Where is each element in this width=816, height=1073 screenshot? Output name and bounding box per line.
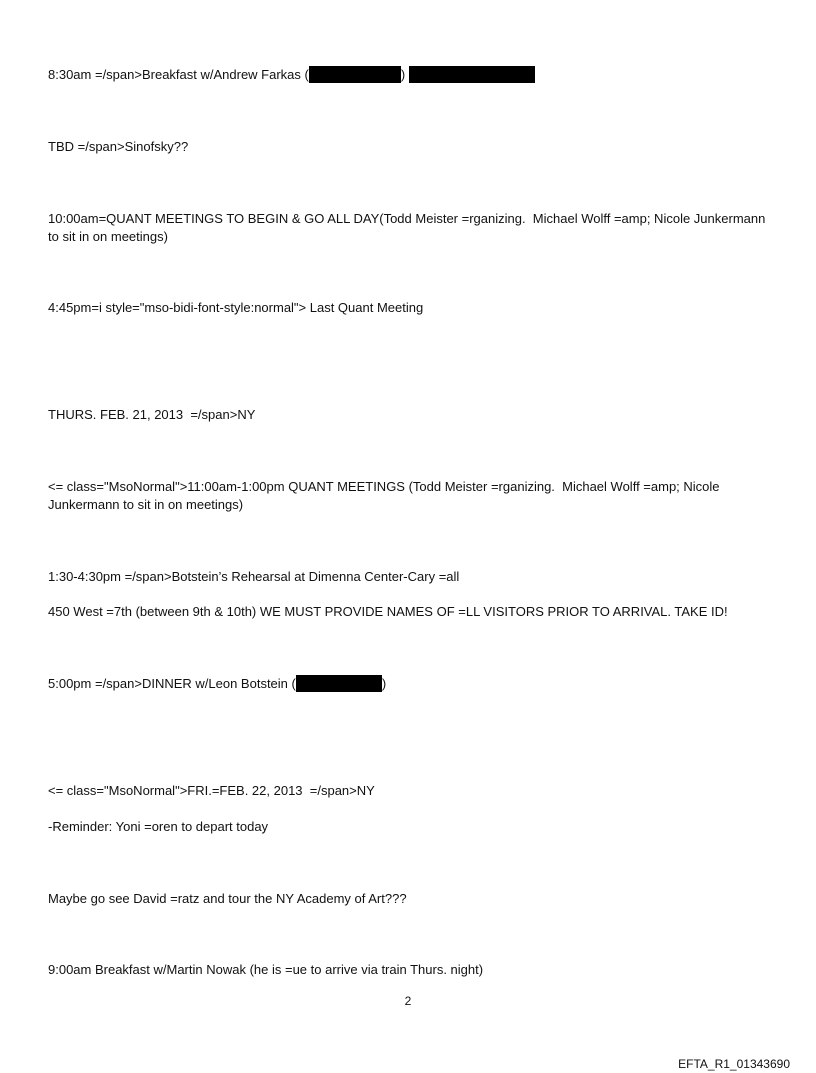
entry-text: ) [400,67,406,82]
entry-dinner-botstein [48,675,778,693]
redaction-box [409,66,535,83]
page-number: 2 [404,994,412,1008]
document-id: EFTA_R1_01343690 [678,1057,790,1071]
entry-text: ) [381,676,387,691]
date-heading-fri: <= class="MsoNormal">FRI.=FEB. 22, 2013 =/span>NY [48,783,375,798]
entry-quant-meetings-thurs: <= class="MsoNormal">11:00am-1:00pm QUANT MEETINGS (Todd Meister =rganizing. Michael Wolff =amp; Nicole Junkermann to sit in on meetings) [48,479,724,512]
entry-academy-art: Maybe go see David =ratz and tour the NY Academy of Art??? [48,891,407,906]
date-heading-thurs: THURS. FEB. 21, 2013 =/span>NY [48,407,256,422]
entry-breakfast-farkas [48,66,778,84]
entry-breakfast-nowak: 9:00am Breakfast w/Martin Nowak (he is =ue to arrive via train Thurs. night) [48,962,484,977]
redaction-box [296,675,382,692]
entry-text: 5:00pm =/span>DINNER w/Leon Botstein ( [48,676,296,691]
entry-quant-meetings-all-day: 10:00am=QUANT MEETINGS TO BEGIN & GO ALL DAY(Todd Meister =rganizing. Michael Wolff =amp; Nicole Junkermann to sit in on meetings) [48,211,769,244]
entry-reminder: -Reminder: Yoni =oren to depart today [48,819,269,834]
entry-botstein-rehearsal: 1:30-4:30pm =/span>Botstein’s Rehearsal at Dimenna Center-Cary =all [48,569,460,584]
entry-tbd-sinofsky: TBD =/span>Sinofsky?? [48,139,189,154]
redaction-box [309,66,401,83]
entry-address-note: 450 West =7th (between 9th & 10th) WE MUST PROVIDE NAMES OF =LL VISITORS PRIOR TO ARRIVAL. TAKE ID! [48,604,728,619]
entry-last-quant-meeting: 4:45pm=i style="mso-bidi-font-style:normal"> Last Quant Meeting [48,300,424,315]
entry-text: 8:30am =/span>Breakfast w/Andrew Farkas ( [48,67,309,82]
